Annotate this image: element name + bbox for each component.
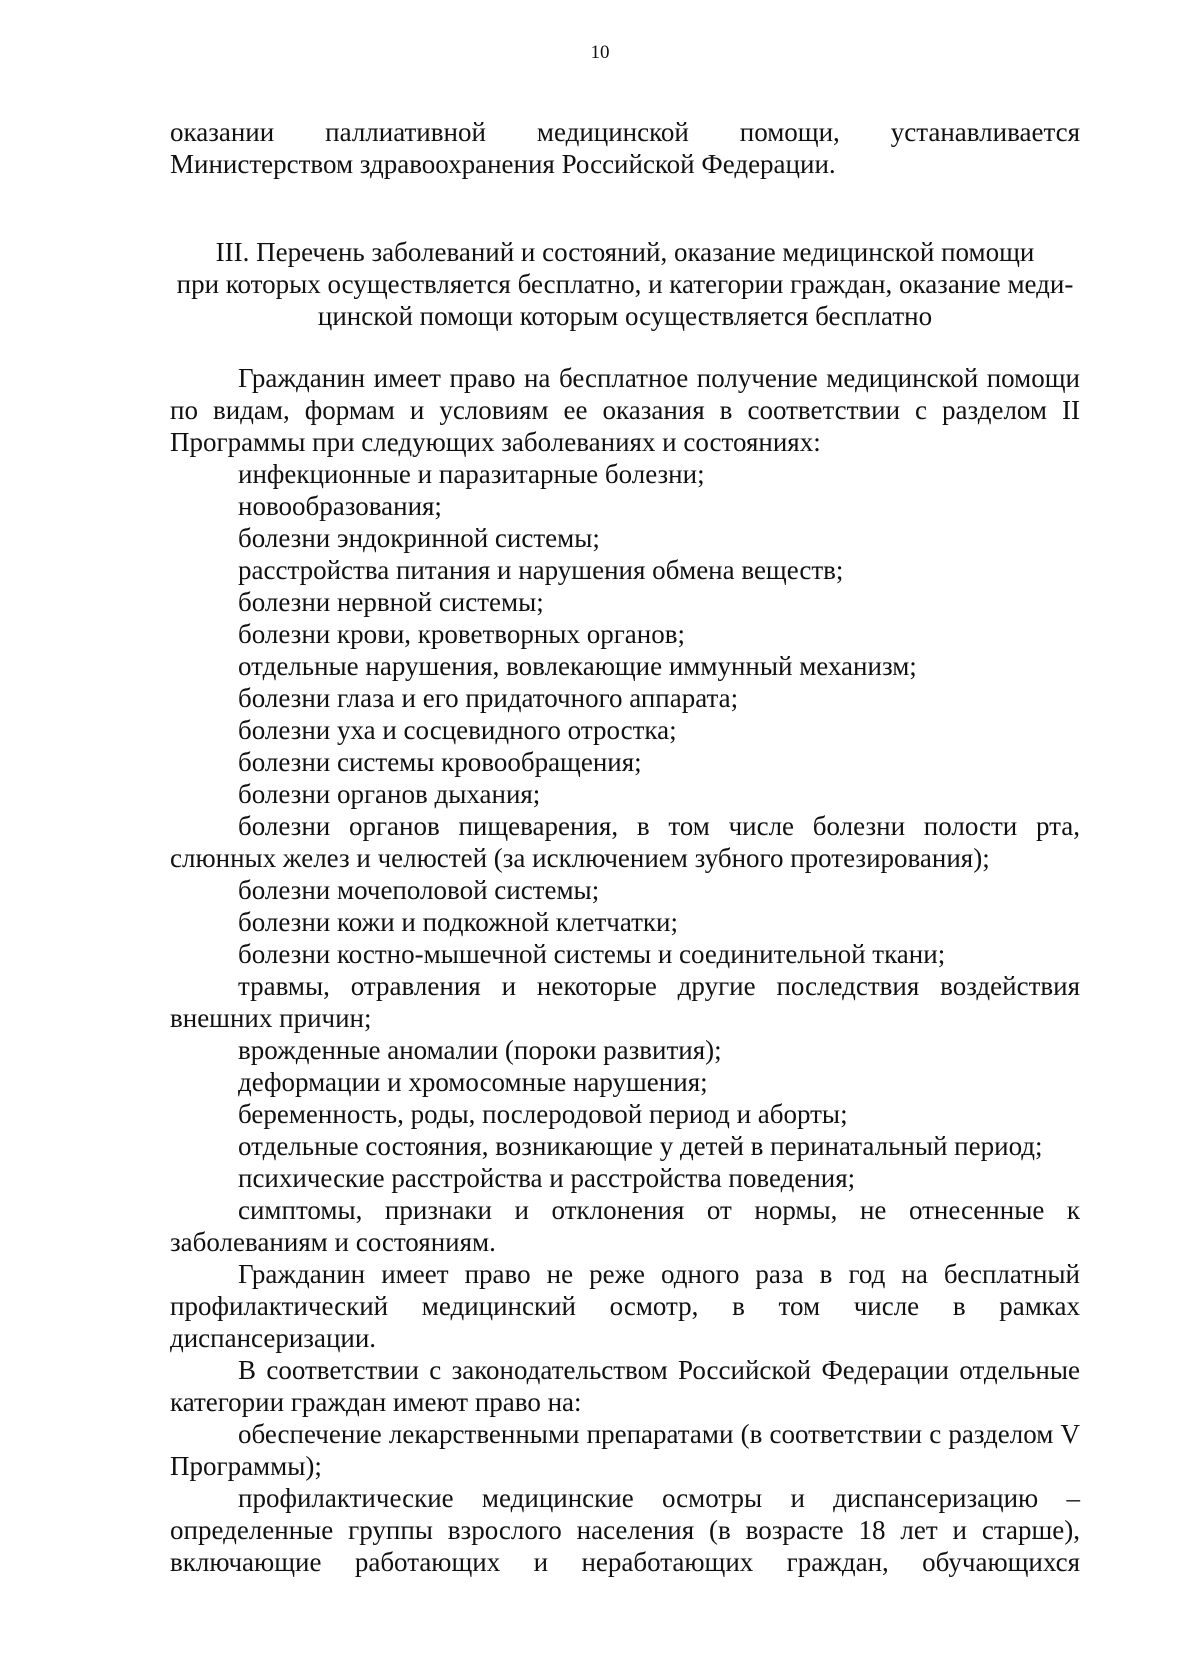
list-item: новообразования; [238, 491, 442, 521]
list-item: обеспечение лекарственными препаратами (в соответствии с разделом V Программы); [170, 1419, 1080, 1481]
list-item: инфекционные и паразитарные болезни; [238, 459, 705, 489]
document-body [170, 116, 1080, 1578]
list-item: болезни крови, кроветворных органов; [238, 619, 685, 649]
list-item: отдельные нарушения, вовлекающие иммунный механизм; [238, 651, 917, 681]
list-item: болезни эндокринной системы; [238, 523, 600, 553]
page-number: 10 [590, 42, 610, 63]
list-item: болезни глаза и его придаточного аппарата; [238, 683, 739, 713]
list-item: болезни костно-мышечной системы и соединительной ткани; [238, 939, 946, 969]
list-item: болезни органов дыхания; [238, 779, 541, 809]
rights-list [170, 1418, 1080, 1578]
list-item: профилактические медицинские осмотры и диспансеризацию – определенные группы взрослого населения (в возрасте 18 лет и старше), включающие работающих и неработающих граждан, обучающихся [170, 1483, 1080, 1577]
list-item: травмы, отравления и некоторые другие последствия воздействия внешних причин; [170, 971, 1080, 1033]
checkup-paragraph: Гражданин имеет право не реже одного раза в год на бесплатный профилактический медицинский осмотр, в том числе в рамках диспансеризации. [170, 1259, 1080, 1353]
categories-paragraph: В соответствии с законодательством Российской Федерации отдельные категории граждан имеют право на: [170, 1355, 1080, 1417]
list-item: болезни системы кровообращения; [238, 747, 642, 777]
list-item: врожденные аномалии (пороки развития); [238, 1035, 722, 1065]
section-heading-line-2: при которых осуществляется бесплатно, и категории граждан, оказание меди- [176, 269, 1074, 299]
list-item: болезни органов пищеварения, в том числе болезни полости рта, слюнных желез и челюстей (за исключением зубного протезирования); [170, 811, 1080, 873]
intro-paragraph: Гражданин имеет право на бесплатное получение медицинской помощи по видам, формам и условиям ее оказания в соответствии с разделом II Программы при следующих заболеваниях и состояниях: [170, 363, 1080, 457]
list-item: симптомы, признаки и отклонения от нормы, не отнесенные к заболеваниям и состояниям. [170, 1195, 1080, 1257]
list-item: болезни уха и сосцевидного отростка; [238, 715, 677, 745]
list-item: расстройства питания и нарушения обмена веществ; [238, 555, 844, 585]
list-item: болезни мочеполовой системы; [238, 875, 600, 905]
list-item: деформации и хромосомные нарушения; [238, 1067, 708, 1097]
list-item: психические расстройства и расстройства поведения; [238, 1163, 856, 1193]
section-heading-line-1: III. Перечень заболеваний и состояний, оказание медицинской помощи [215, 237, 1035, 267]
list-item: беременность, роды, послеродовой период и аборты; [238, 1099, 848, 1129]
section-heading [170, 236, 1080, 332]
conditions-list [170, 458, 1080, 1258]
list-item: болезни кожи и подкожной клетчатки; [238, 907, 679, 937]
section-heading-line-3: цинской помощи которым осуществляется бесплатно [317, 301, 933, 331]
list-item: болезни нервной системы; [238, 587, 544, 617]
list-item: отдельные состояния, возникающие у детей в перинатальный период; [238, 1131, 1043, 1161]
continuation-paragraph: оказании паллиативной медицинской помощи, устанавливается Министерством здравоохранения Российской Федерации. [170, 117, 1080, 179]
